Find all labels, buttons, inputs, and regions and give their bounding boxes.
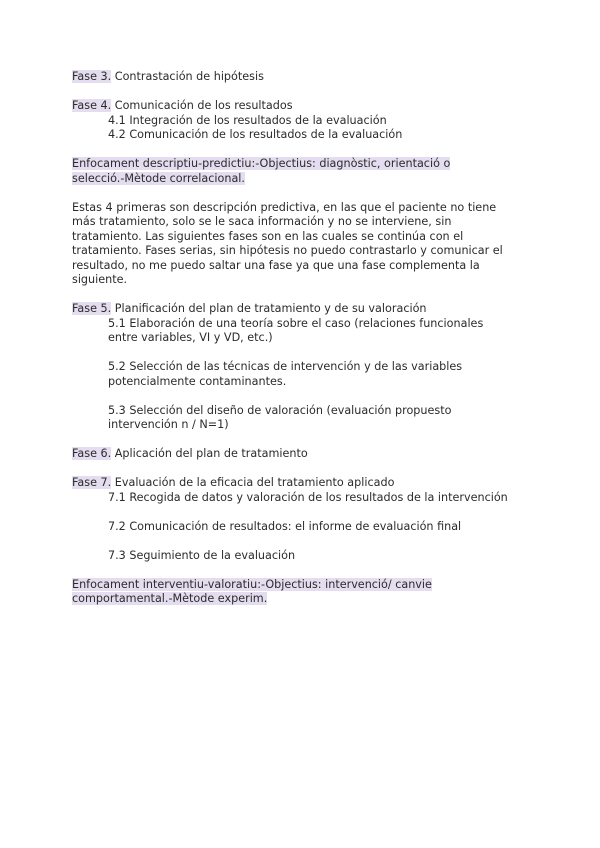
enfocament-descriptiu-line-2 — [72, 172, 532, 187]
paragraph-line: siguiente. — [72, 273, 128, 286]
fase-5-heading — [72, 302, 532, 317]
fase-3-heading — [72, 70, 532, 85]
fase-4-item-1: 4.1 Integración de los resultados de la evaluación — [108, 113, 387, 127]
fase-5-item-2-line-1: 5.2 Selección de las técnicas de intervención y de las variables — [108, 360, 463, 373]
fase-5-title: Planificación del plan de tratamiento y de su valoración — [111, 302, 427, 315]
explanation-paragraph — [72, 201, 532, 288]
enfocament-interventiu-line-2 — [72, 592, 532, 607]
enfocament-interventiu-line-1 — [72, 578, 532, 593]
fase-5-item-1-line-1: 5.1 Elaboración de una teoría sobre el caso (relaciones funcionales — [108, 316, 484, 330]
paragraph-line: más tratamiento, solo se le saca información y no se interviene, sin — [72, 215, 452, 228]
enfocament-descriptiu-text-2: selecció.-Mètode correlacional. — [72, 171, 245, 185]
fase-7-item-3: 7.3 Seguimiento de la evaluación — [108, 548, 296, 562]
fase-3-label: Fase 3. — [72, 70, 112, 83]
fase-4-title: Comunicación de los resultados — [111, 99, 293, 112]
enfocament-interventiu-text-2: comportamental.-Mètode experim. — [72, 592, 268, 605]
enfocament-descriptiu-text-1: Enfocament descriptiu-predictiu:-Objectius: diagnòstic, orientació o — [72, 157, 451, 170]
fase-5-item-1-line-2: entre variables, VI y VD, etc.) — [108, 331, 273, 344]
fase-5-item-3-line-1: 5.3 Selección del diseño de valoración (evaluación propuesto — [108, 403, 452, 417]
document-page — [72, 70, 532, 607]
fase-5-label: Fase 5. — [72, 302, 112, 315]
fase-6-label: Fase 6. — [72, 447, 112, 460]
fase-7-item-1: 7.1 Recogida de datos y valoración de los resultados de la intervención — [108, 490, 508, 504]
paragraph-line: Estas 4 primeras son descripción predictiva, en las que el paciente no tiene — [72, 200, 497, 214]
enfocament-interventiu-text-1: Enfocament interventiu-valoratiu:-Objectius: intervenció/ canvie — [72, 577, 432, 591]
fase-6-title: Aplicación del plan de tratamiento — [111, 447, 308, 460]
fase-6-heading — [72, 447, 532, 462]
enfocament-descriptiu-line-1 — [72, 157, 532, 172]
fase-4-label: Fase 4. — [72, 99, 112, 112]
paragraph-line: tratamiento. Las siguientes fases son en las cuales se continúa con el — [72, 229, 464, 243]
fase-3-title: Contrastación de hipótesis — [111, 70, 264, 83]
paragraph-line: tratamiento. Fases serias, sin hipótesis no puedo contrastarlo y comunicar el — [72, 244, 503, 257]
fase-4-heading — [72, 99, 532, 114]
fase-7-heading — [72, 476, 532, 491]
fase-7-title: Evaluación de la eficacia del tratamiento aplicado — [111, 476, 395, 489]
fase-7-item-2: 7.2 Comunicación de resultados: el informe de evaluación final — [108, 519, 462, 533]
paragraph-line: resultado, no me puedo saltar una fase ya que una fase complementa la — [72, 258, 480, 272]
fase-7-label: Fase 7. — [72, 476, 112, 489]
fase-5-item-2-line-2: potencialmente contaminantes. — [108, 374, 287, 388]
fase-4-item-2: 4.2 Comunicación de los resultados de la evaluación — [108, 128, 403, 141]
fase-5-item-3-line-2: intervención n / N=1) — [108, 418, 229, 431]
